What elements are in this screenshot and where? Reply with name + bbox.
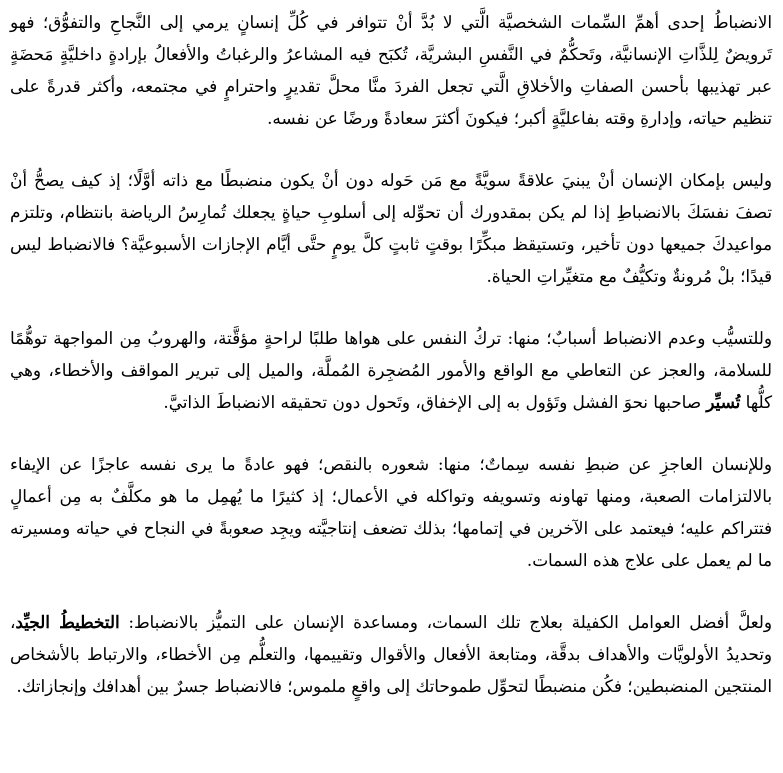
bold-phrase: التخطيطُ الجيِّد	[15, 612, 120, 632]
paragraph-traits: وللإنسان العاجزِ عن ضبطِ نفسه سِماتٌ؛ منها: شعوره بالنقص؛ فهو عادةً ما يرى نفسه عاجزًا عن الإيفاء بالالتزامات الصعبة، ومنها تهاونه وتسويفه وتواكله في الأعمال؛ إذ كثيرًا ما يُهمِل ما هو مكلَّفٌ به مِن أعمالٍ فتتراكم عليه؛ فيعتمد على الآخرين في إتمامها؛ بذلك تضعف إنتاجيَّته ويجِد صعوبةً في النجاح في حياته ومسيرته ما لم يعمل على علاج هذه السمات.	[10, 454, 772, 570]
paragraph-remedies: ولعلَّ أفضل العوامل الكفيلة بعلاج تلك السمات، ومساعدة الإنسان على التميُّز بالانضباط: التخطيطُ الجيِّد، وتحديدُ الأولويَّات والأهداف بدقَّة، ومتابعة الأفعال والأقوال وتقييمها، والتعلُّم مِن الأخطاء، والارتباط بالأشخاص المنتجين المنضبطين؛ فكُن منضبطًا لتحوِّل طموحاتك إلى واقعٍ ملموس؛ فالانضباط جسرٌ بين أهدافك وإنجازاتك.	[10, 612, 772, 696]
paragraph-causes: وللتسيُّب وعدم الانضباط أسبابٌ؛ منها: تركُ النفس على هواها طلبًا لراحةٍ مؤقَّتة، والهروبُ مِن المواجهة توهُّمًا للسلامة، والعجز عن التعاطي مع الواقع والأمور المُضجِرة المُملَّة، والميل إلى تبرير المواقف والأخطاء، وهي كلُّها تُسيِّر صاحبها نحوَ الفشل وتَؤول به إلى الإخفاق، وتَحول دون تحقيقه الانضباطَ الذاتيَّ.	[10, 328, 772, 412]
document-page	[10, 6, 772, 702]
paragraph-relationships: وليس بإمكان الإنسان أنْ يبنيَ علاقةً سويَّةً مع مَن حَوله دون أنْ يكون منضبطًا مع ذاته أوَّلًا؛ إذ كيف يصحُّ أنْ تصفَ نفسَكَ بالانضباطِ إذا لم يكن بمقدورك أن تحوِّله إلى أسلوبِ حياةٍ يجعلك تُمارِسُ الرياضة بانتظام، وتلتزم مواعيدكَ جميعها دون تأخير، وتستيقظ مبكِّرًا بوقتٍ ثابتٍ كلَّ يومٍ حتَّى أيَّام الإجازات الأسبوعيَّة؟ فالانضباط ليس قيدًا؛ بلْ مُرونةٌ وتكيُّفٌ مع متغيِّراتِ الحياة.	[10, 170, 772, 286]
paragraph-definition: الانضباطُ إحدى أهمِّ السِّمات الشخصيَّة الَّتي لا بُدَّ أنْ تتوافر في كُلِّ إنسانٍ يرمي إلى النَّجاحِ والتفوُّق؛ فهو تَرويضٌ لِلذَّاتِ الإنسانيَّة، وتَحكُّمٌ في النَّفسِ البشريَّة، تُكبَح فيه المشاعرُ والرغباتُ والأفعالُ بإرادةٍ داخليَّةٍ مَحضَةٍ عبر تهذيبها بأحسن الصفاتِ والأخلاقِ الَّتي تجعل الفردَ منَّا محلَّ تقديرٍ واحترامٍ في مجتمعه، وأكثر قدرةً على تنظيم حياته، وإدارةِ وقته بفاعليَّةٍ أكبر؛ فيكونَ أكثرَ سعادةً ورضًا عن نفسه.	[10, 12, 772, 128]
bold-phrase: تُسيِّر	[706, 392, 741, 412]
